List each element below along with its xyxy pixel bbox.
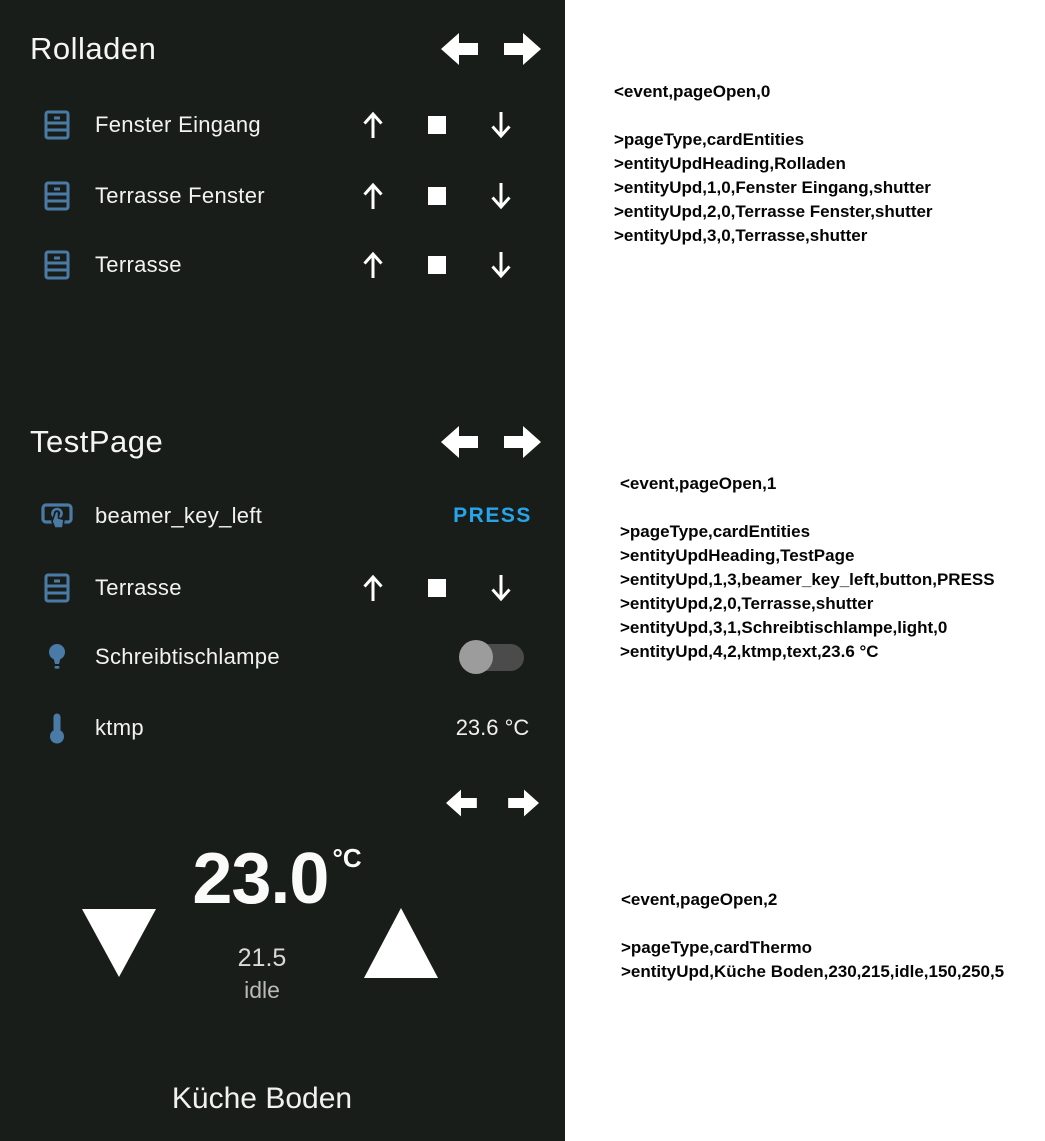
shutter-down-button[interactable] <box>479 97 523 153</box>
shutter-down-button[interactable] <box>479 560 523 616</box>
entity-label: beamer_key_left <box>95 503 263 528</box>
temp-unit: °C <box>332 843 362 873</box>
nav-next-button[interactable] <box>505 788 543 818</box>
shutter-icon <box>40 168 74 224</box>
stop-icon <box>428 256 446 274</box>
log-response-lines: >pageType,cardThermo >entityUpd,Küche Boden,230,215,idle,150,250,5 <box>621 938 1005 981</box>
light-value-cell <box>430 629 555 685</box>
entity-label: Terrasse Fenster <box>95 183 265 208</box>
stop-icon <box>428 187 446 205</box>
entity-label: Fenster Eingang <box>95 112 261 137</box>
nav-prev-button[interactable] <box>440 31 478 67</box>
toggle-switch[interactable] <box>462 644 524 671</box>
shutter-stop-button[interactable] <box>415 168 459 224</box>
triangle-down-icon <box>82 909 156 977</box>
lightbulb-icon <box>40 629 74 685</box>
arrow-down-icon <box>489 573 513 603</box>
nav-next-button[interactable] <box>504 31 542 67</box>
temp-up-button[interactable] <box>364 908 438 978</box>
log-event-line: <event,pageOpen,2 <box>621 890 778 909</box>
shutter-controls <box>351 168 523 224</box>
target-temp: 21.5 <box>237 944 287 972</box>
entity-value <box>430 700 555 756</box>
entity-label: Schreibtischlampe <box>95 644 280 669</box>
page-title: Rolladen <box>30 31 157 66</box>
toggle-knob <box>459 640 493 674</box>
page-nav <box>440 424 542 460</box>
shutter-up-button[interactable] <box>351 168 395 224</box>
entity-label: Terrasse <box>95 252 182 277</box>
hvac-status: idle <box>244 977 280 1003</box>
arrow-up-icon <box>361 573 385 603</box>
log-response-lines: >pageType,cardEntities >entityUpdHeading,TestPage >entityUpd,1,3,beamer_key_left,button,PRESS >entityUpd,2,0,Terrasse,shutter >entityUpd,3,1,Schreibtischlampe,light,0 >entityUpd,4,2,ktmp,text,23.6 °C <box>620 522 995 661</box>
arrow-down-icon <box>489 250 513 280</box>
arrow-left-icon <box>440 424 478 460</box>
log-response-lines: >pageType,cardEntities >entityUpdHeading,Rolladen >entityUpd,1,0,Fenster Eingang,shutter >entityUpd,2,0,Terrasse Fenster,shutter >entityUpd,3,0,Terrasse,shutter <box>614 130 933 245</box>
nav-next-button[interactable] <box>504 424 542 460</box>
arrow-up-icon <box>361 181 385 211</box>
arrow-left-icon <box>442 788 480 818</box>
entity-row <box>0 97 565 153</box>
stop-icon <box>428 116 446 134</box>
room-name: Küche Boden <box>171 1082 353 1115</box>
shutter-down-button[interactable] <box>479 237 523 293</box>
press-button-label: PRESS <box>453 504 532 527</box>
log-block <box>614 80 933 248</box>
protocol-log-panel <box>565 0 1045 1141</box>
shutter-icon <box>40 560 74 616</box>
nav-prev-button[interactable] <box>442 788 480 818</box>
arrow-down-icon <box>489 110 513 140</box>
shutter-stop-button[interactable] <box>415 560 459 616</box>
shutter-stop-button[interactable] <box>415 97 459 153</box>
page-title: TestPage <box>30 424 164 459</box>
stop-icon <box>428 579 446 597</box>
arrow-up-icon <box>361 250 385 280</box>
current-temp-value: 23.0 <box>192 839 329 919</box>
shutter-icon <box>40 97 74 153</box>
entity-row <box>0 629 565 685</box>
arrow-left-icon <box>440 31 478 67</box>
shutter-controls <box>351 560 523 616</box>
shutter-stop-button[interactable] <box>415 237 459 293</box>
shutter-controls <box>351 237 523 293</box>
card-rolladen-header <box>30 26 542 72</box>
entity-row <box>0 168 565 224</box>
log-block <box>621 888 1004 984</box>
log-event-line: <event,pageOpen,1 <box>620 474 777 493</box>
shutter-up-button[interactable] <box>351 237 395 293</box>
entity-row <box>0 560 565 616</box>
arrow-up-icon <box>361 110 385 140</box>
current-temp-display <box>150 838 400 920</box>
thermometer-icon <box>40 700 74 756</box>
shutter-up-button[interactable] <box>351 97 395 153</box>
entity-row <box>0 700 565 756</box>
log-event-line: <event,pageOpen,0 <box>614 82 771 101</box>
arrow-right-icon <box>505 788 543 818</box>
temp-down-button[interactable] <box>82 909 156 977</box>
shutter-up-button[interactable] <box>351 560 395 616</box>
arrow-right-icon <box>504 424 542 460</box>
shutter-icon <box>40 237 74 293</box>
triangle-up-icon <box>364 908 438 978</box>
press-button[interactable] <box>430 488 555 544</box>
shutter-down-button[interactable] <box>479 168 523 224</box>
page-nav <box>440 31 542 67</box>
entity-label: Terrasse <box>95 575 182 600</box>
entity-row <box>0 488 565 544</box>
arrow-right-icon <box>504 31 542 67</box>
gesture-tap-button-icon <box>40 488 74 544</box>
nav-prev-button[interactable] <box>440 424 478 460</box>
temperature-value: 23.6 °C <box>455 715 530 740</box>
card-testpage-header <box>30 419 542 465</box>
log-block <box>620 472 995 664</box>
page-nav <box>442 788 543 818</box>
shutter-controls <box>351 97 523 153</box>
entity-row <box>0 237 565 293</box>
entity-label: ktmp <box>95 715 144 740</box>
arrow-down-icon <box>489 181 513 211</box>
